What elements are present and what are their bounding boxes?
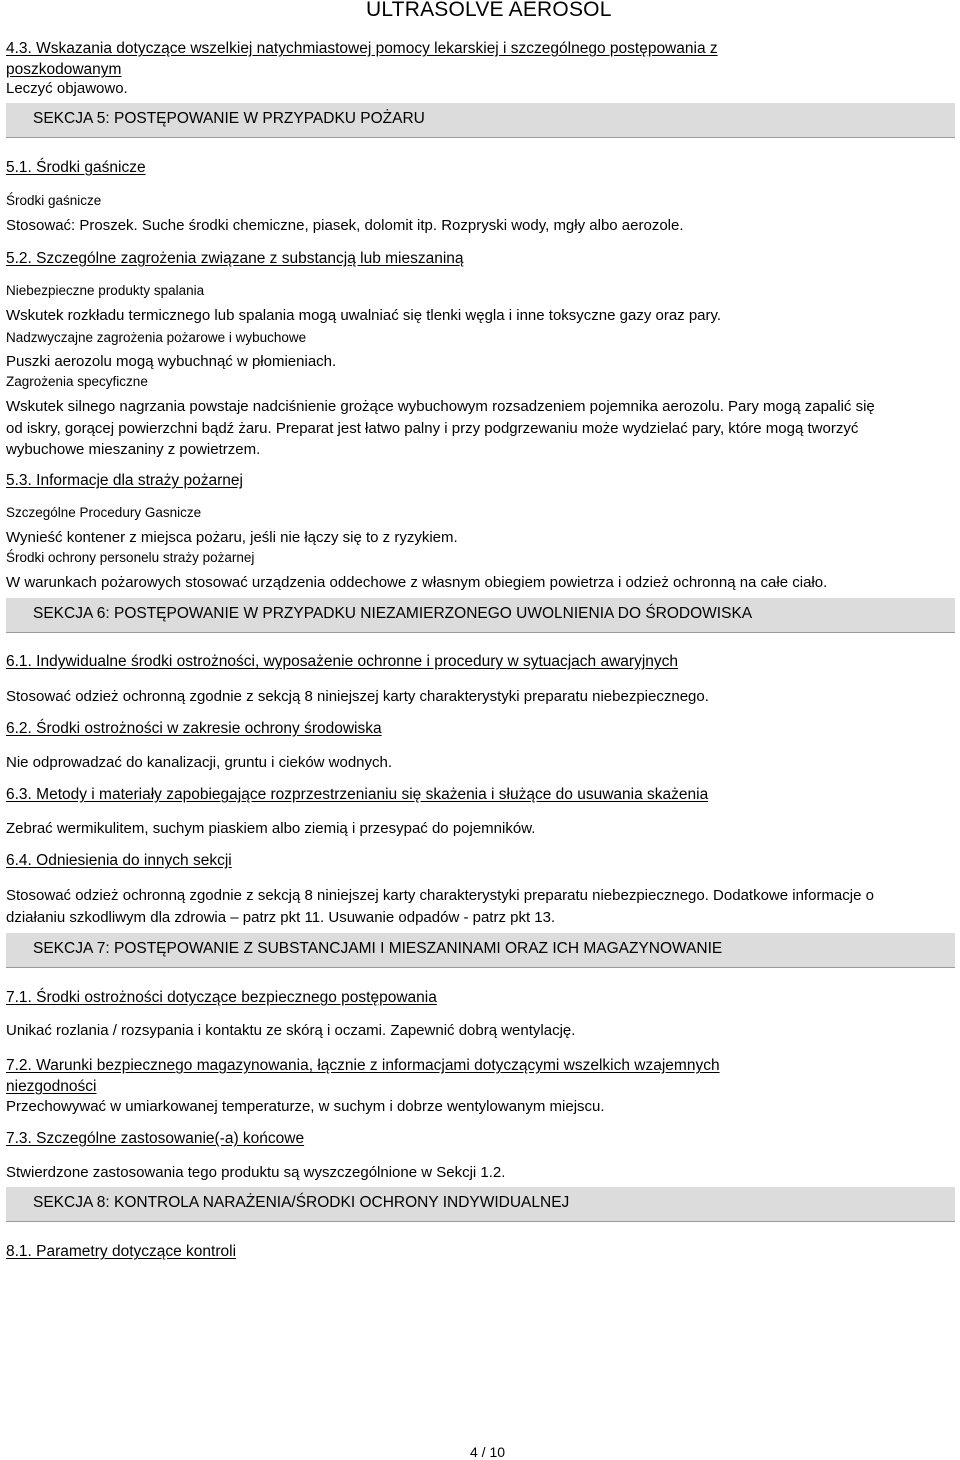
label-5-2-combustion: Niebezpieczne produkty spalania [6,283,205,298]
heading-7-2: 7.2. Warunki bezpiecznego magazynowania, łącznie z informacjami dotyczącymi wszelkich wzajemnych niezgodności [6,1057,720,1095]
text-6-4: Stosować odzież ochronną zgodnie z sekcją 8 niniejszej karty charakterystyki preparatu niebezpiecznego. Dodatkowe informacje o działaniu szkodliwym dla zdrowia – patrz pkt 11. Usuwanie odpadów - patrz pkt 13. [6,887,874,926]
label-5-3-protection: Środki ochrony personelu straży pożarnej [6,550,255,565]
text-6-2: Nie odprowadzać do kanalizacji, gruntu i cieków wodnych. [6,754,393,771]
text-5-2-combustion: Wskutek rozkładu termicznego lub spalania mogą uwalniać się tlenki węgla i inne toksyczne gazy oraz pary. [6,307,722,324]
text-5-3-protection: W warunkach pożarowych stosować urządzenia oddechowe z własnym obiegiem powietrza i odzież ochronną na całe ciało. [6,574,828,591]
heading-5-1: 5.1. Środki gaśnicze [6,159,146,176]
section-6-banner [6,598,955,633]
section-8-banner [6,1187,955,1222]
label-5-3-procedures: Szczególne Procedury Gasnicze [6,505,202,520]
label-5-2-specific: Zagrożenia specyficzne [6,374,148,389]
section-7-title: SEKCJA 7: POSTĘPOWANIE Z SUBSTANCJAMI I MIESZANINAMI ORAZ ICH MAGAZYNOWANIE [33,940,723,957]
section-5-banner [6,103,955,138]
heading-4-3: 4.3. Wskazania dotyczące wszelkiej natychmiastowej pomocy lekarskiej i szczególnego postępowania z poszkodowanym [6,40,718,78]
heading-6-4: 6.4. Odniesienia do innych sekcji [6,852,232,869]
text-7-1: Unikać rozlania / rozsypania i kontaktu ze skórą i oczami. Zapewnić dobrą wentylację. [6,1022,576,1039]
text-5-2-specific: Wskutek silnego nagrzania powstaje nadciśnienie grożące wybuchowym rozsadzeniem pojemnika aerozolu. Pary mogą zapalić się od iskry, gorącej powierzchni bądź żaru. Preparat jest łatwo palny i przy podgrzewaniu może wydzielać pary, które mogą tworzyć wybuchowe mieszaniny z powietrzem. [6,398,875,458]
text-4-3: Leczyć objawowo. [6,80,128,97]
page-number: 4 / 10 [470,1444,506,1460]
section-7-banner [6,933,955,968]
section-5-title: SEKCJA 5: POSTĘPOWANIE W PRZYPADKU POŻARU [33,110,425,127]
text-5-2-hazards: Puszki aerozolu mogą wybuchnąć w płomieniach. [6,353,337,370]
heading-6-3: 6.3. Metody i materiały zapobiegające rozprzestrzenianiu się skażenia i służące do usuwania skażenia [6,786,709,803]
heading-7-3: 7.3. Szczególne zastosowanie(-a) końcowe [6,1130,305,1147]
heading-5-3: 5.3. Informacje dla straży pożarnej [6,472,243,489]
document-title: ULTRASOLVE AEROSOL [366,0,612,21]
text-7-2: Przechowywać w umiarkowanej temperaturze, w suchym i dobrze wentylowanym miejscu. [6,1098,605,1115]
section-6-title: SEKCJA 6: POSTĘPOWANIE W PRZYPADKU NIEZAMIERZONEGO UWOLNIENIA DO ŚRODOWISKA [33,605,753,622]
text-7-3: Stwierdzone zastosowania tego produktu są wyszczególnione w Sekcji 1.2. [6,1164,506,1181]
heading-6-1: 6.1. Indywidualne środki ostrożności, wyposażenie ochronne i procedury w sytuacjach awaryjnych [6,653,679,670]
text-6-3: Zebrać wermikulitem, suchym piaskiem albo ziemią i przesypać do pojemników. [6,820,536,837]
label-5-2-hazards: Nadzwyczajne zagrożenia pożarowe i wybuchowe [6,330,307,345]
section-8-title: SEKCJA 8: KONTROLA NARAŻENIA/ŚRODKI OCHRONY INDYWIDUALNEJ [33,1194,570,1211]
heading-8-1: 8.1. Parametry dotyczące kontroli [6,1243,237,1260]
text-5-1: Stosować: Proszek. Suche środki chemiczne, piasek, dolomit itp. Rozpryski wody, mgły albo aerozole. [6,217,684,234]
label-5-1: Środki gaśnicze [6,193,102,208]
heading-5-2: 5.2. Szczególne zagrożenia związane z substancją lub mieszaniną [6,250,464,267]
heading-6-2: 6.2. Środki ostrożności w zakresie ochrony środowiska [6,720,382,737]
text-6-1: Stosować odzież ochronną zgodnie z sekcją 8 niniejszej karty charakterystyki preparatu niebezpiecznego. [6,688,709,705]
text-5-3-procedures: Wynieść kontener z miejsca pożaru, jeśli nie łączy się to z ryzykiem. [6,529,458,546]
heading-7-1: 7.1. Środki ostrożności dotyczące bezpiecznego postępowania [6,989,437,1006]
